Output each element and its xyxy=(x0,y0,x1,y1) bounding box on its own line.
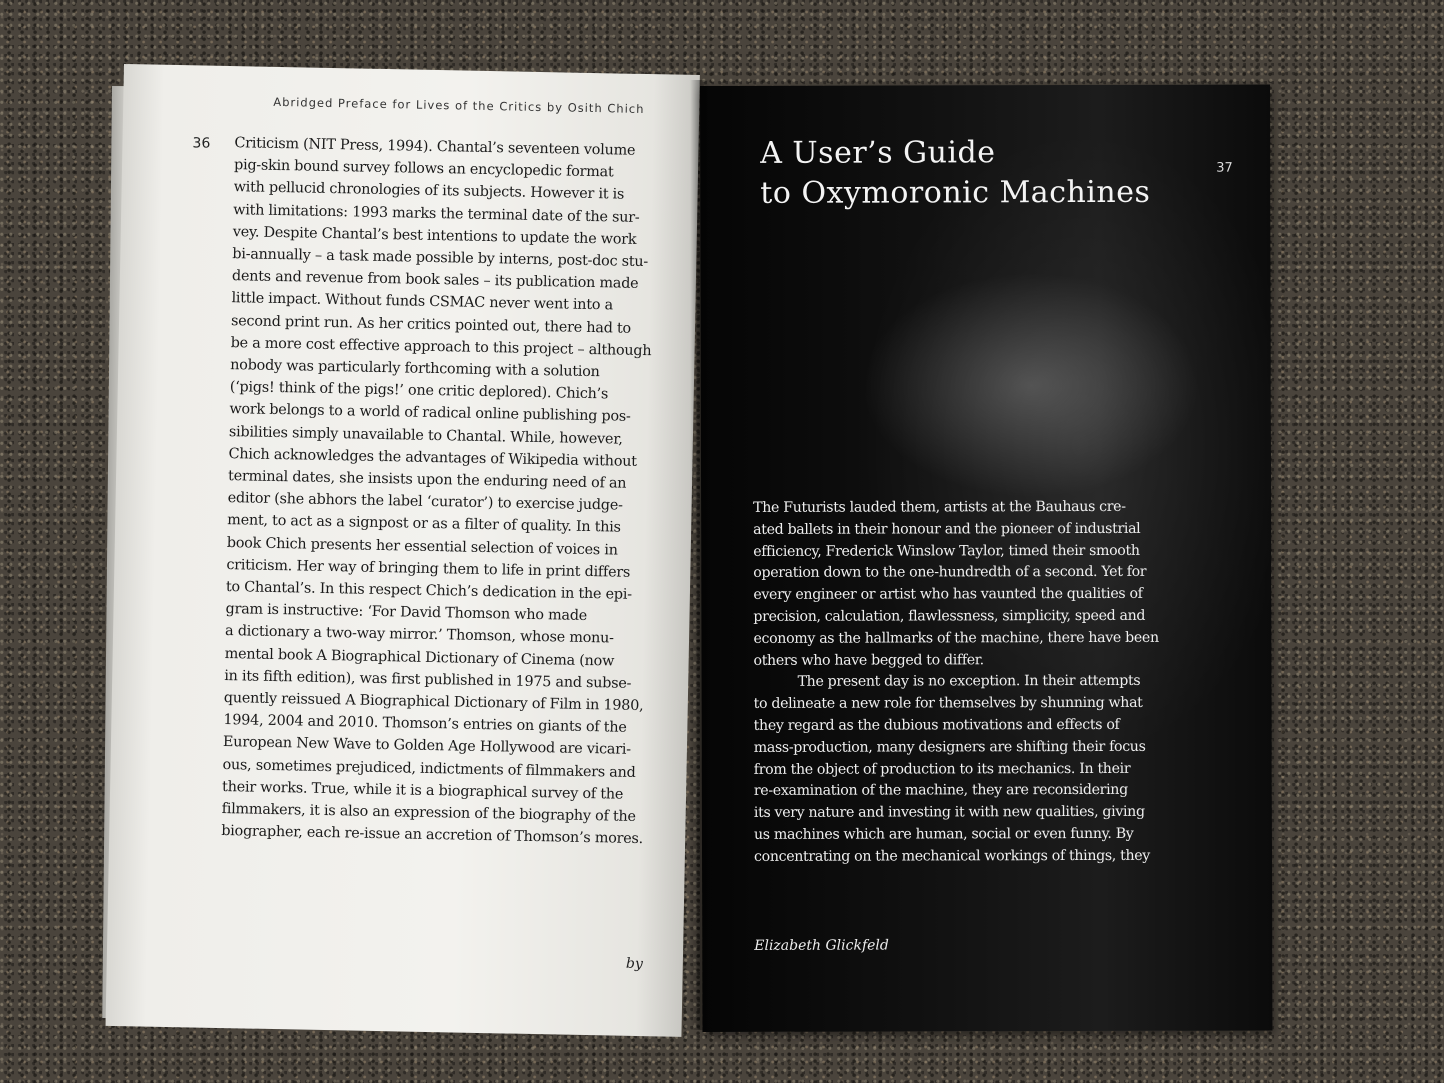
text-line: gram is instructive: ‘For David Thomson who made xyxy=(225,601,588,625)
text-line: little impact. Without funds CSMAC never went into a xyxy=(231,290,614,314)
left-page xyxy=(106,64,700,1037)
text-line: The Futurists lauded them, artists at the Bauhaus cre- xyxy=(753,498,1126,516)
text-line: bi-annually – a task made possible by interns, post-doc stu- xyxy=(232,246,649,271)
text-line: others who have begged to differ. xyxy=(753,651,984,669)
text-line: us machines which are human, social or even funny. By xyxy=(753,825,1134,843)
title-line: A User’s Guide xyxy=(760,135,996,171)
running-header: Abridged Preface for Lives of the Critics by Osith Chich xyxy=(273,94,645,116)
text-line: editor (she abhors the label ‘curator’) to exercise judge- xyxy=(227,490,623,514)
text-line: their works. True, while it is a biographical survey of the xyxy=(221,778,624,803)
text-line: ous, sometimes prejudiced, indictments of filmmakers and xyxy=(222,756,636,781)
footer-by-label: by xyxy=(625,955,643,973)
text-line: filmmakers, it is also an expression of the biography of the xyxy=(221,801,636,826)
text-line: Criticism (NIT Press, 1994). Chantal’s seventeen volume xyxy=(234,135,636,159)
text-line: 1994, 2004 and 2010. Thomson’s entries on giants of the xyxy=(223,712,627,737)
text-line: with pellucid chronologies of its subjects. However it is xyxy=(233,179,625,204)
text-line: they regard as the dubious motivations and effects of xyxy=(753,716,1120,734)
text-line: economy as the hallmarks of the machine, there have been xyxy=(753,629,1159,647)
text-line: (‘pigs! think of the pigs!’ one critic deplored). Chich’s xyxy=(229,379,609,403)
text-line: re-examination of the machine, they are reconsidering xyxy=(753,782,1128,800)
text-line: terminal dates, she insists upon the enduring need of an xyxy=(227,468,627,492)
text-line: pig-skin bound survey follows an encyclopedic format xyxy=(233,157,614,181)
text-line: biographer, each re-issue an accretion of Thomson’s mores. xyxy=(221,823,644,848)
text-line: every engineer or artist who has vaunted the qualities of xyxy=(753,586,1143,604)
right-page xyxy=(700,85,1272,1032)
text-line: Chich acknowledges the advantages of Wikipedia without xyxy=(228,445,637,470)
text-line: sibilities simply unavailable to Chantal. While, however, xyxy=(228,423,623,448)
text-line: quently reissued A Biographical Dictionary of Film in 1980, xyxy=(223,690,644,715)
text-line: The present day is no exception. In their attempts xyxy=(797,673,1141,691)
text-line: book Chich presents her essential selection of voices in xyxy=(226,534,618,559)
text-line: ated ballets in their honour and the pioneer of industrial xyxy=(753,520,1141,538)
text-line: mental book A Biographical Dictionary of Cinema (now xyxy=(224,645,615,670)
page-number-left: 36 xyxy=(192,135,211,152)
text-line: efficiency, Frederick Winslow Taylor, timed their smooth xyxy=(753,542,1140,560)
text-line: vey. Despite Chantal’s best intentions to update the work xyxy=(232,223,637,248)
text-line: dents and revenue from book sales – its publication made xyxy=(231,268,639,293)
text-line: European New Wave to Golden Age Hollywood are vicari- xyxy=(222,734,631,759)
text-line: to delineate a new role for themselves by shunning what xyxy=(753,695,1143,713)
book-gutter-shadow xyxy=(690,80,710,1030)
text-line: work belongs to a world of radical online publishing pos- xyxy=(229,401,631,426)
text-line: criticism. Her way of bringing them to life in print differs xyxy=(226,556,631,581)
text-line: second print run. As her critics pointed out, there had to xyxy=(230,312,632,337)
text-line: mass-production, many designers are shifting their focus xyxy=(753,738,1146,756)
title-line: to Oxymoronic Machines xyxy=(760,174,1151,211)
text-line: concentrating on the mechanical workings of things, they xyxy=(753,847,1150,865)
text-line: in its fifth edition), was first published in 1975 and subse- xyxy=(224,667,632,692)
chapter-title xyxy=(760,133,1150,214)
text-line: be a more cost effective approach to this project – although xyxy=(230,334,652,360)
text-line: operation down to the one-hundredth of a second. Yet for xyxy=(753,564,1147,582)
text-line: nobody was particularly forthcoming with a solution xyxy=(230,357,600,381)
text-line: from the object of production to its mechanics. In their xyxy=(753,760,1131,778)
page-number-right: 37 xyxy=(1216,160,1233,176)
text-line: to Chantal’s. In this respect Chich’s dedication in the epi- xyxy=(225,579,632,603)
text-line: with limitations: 1993 marks the terminal date of the sur- xyxy=(233,201,640,226)
text-line: its very nature and investing it with new qualities, giving xyxy=(753,803,1145,822)
text-line: a dictionary a two-way mirror.’ Thomson, whose monu- xyxy=(224,623,614,647)
text-line: ment, to act as a signpost or as a filter of quality. In this xyxy=(227,512,621,537)
text-line: precision, calculation, flawlessness, simplicity, speed and xyxy=(753,607,1146,625)
left-body-text xyxy=(221,132,675,851)
right-body-text xyxy=(753,497,1194,869)
author-name: Elizabeth Glickfeld xyxy=(754,937,889,954)
